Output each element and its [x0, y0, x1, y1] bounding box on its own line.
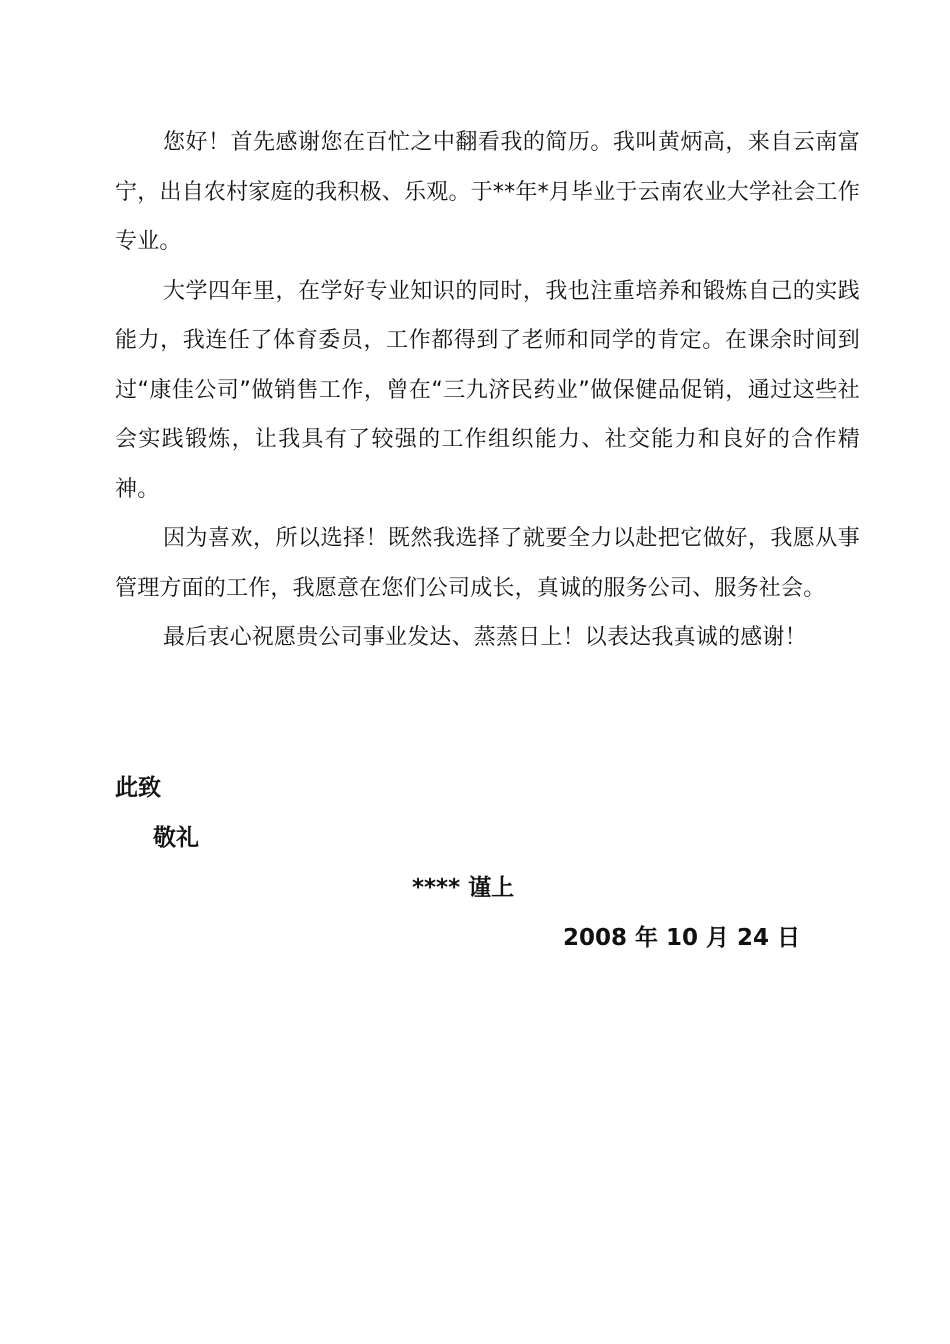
paragraph-introduction: 您好！首先感谢您在百忙之中翻看我的简历。我叫黄炳高，来自云南富宁，出自农村家庭的我积极、乐观。于**年*月毕业于云南农业大学社会工作专业。	[115, 130, 860, 254]
letter-body	[115, 118, 860, 663]
paragraph-experience: 大学四年里，在学好专业知识的同时，我也注重培养和锻炼自己的实践能力，我连任了体育委员，工作都得到了老师和同学的肯定。在课余时间到过“康佳公司”做销售工作，曾在“三九济民药业”做保健品促销，通过这些社会实践锻炼，让我具有了较强的工作组织能力、社交能力和良好的合作精神。	[115, 278, 860, 502]
closing-salutation: 此致	[115, 775, 161, 801]
letter-date: 2008 年 10 月 24 日	[563, 925, 801, 951]
closing-regards: 敬礼	[153, 825, 199, 851]
signature: **** 谨上	[412, 875, 515, 901]
paragraph-closing-wish: 最后衷心祝愿贵公司事业发达、蒸蒸日上！以表达我真诚的感谢！	[163, 625, 807, 650]
paragraph-career-goal: 因为喜欢，所以选择！既然我选择了就要全力以赴把它做好，我愿从事管理方面的工作，我愿意在您们公司成长，真诚的服务公司、服务社会。	[115, 526, 860, 601]
